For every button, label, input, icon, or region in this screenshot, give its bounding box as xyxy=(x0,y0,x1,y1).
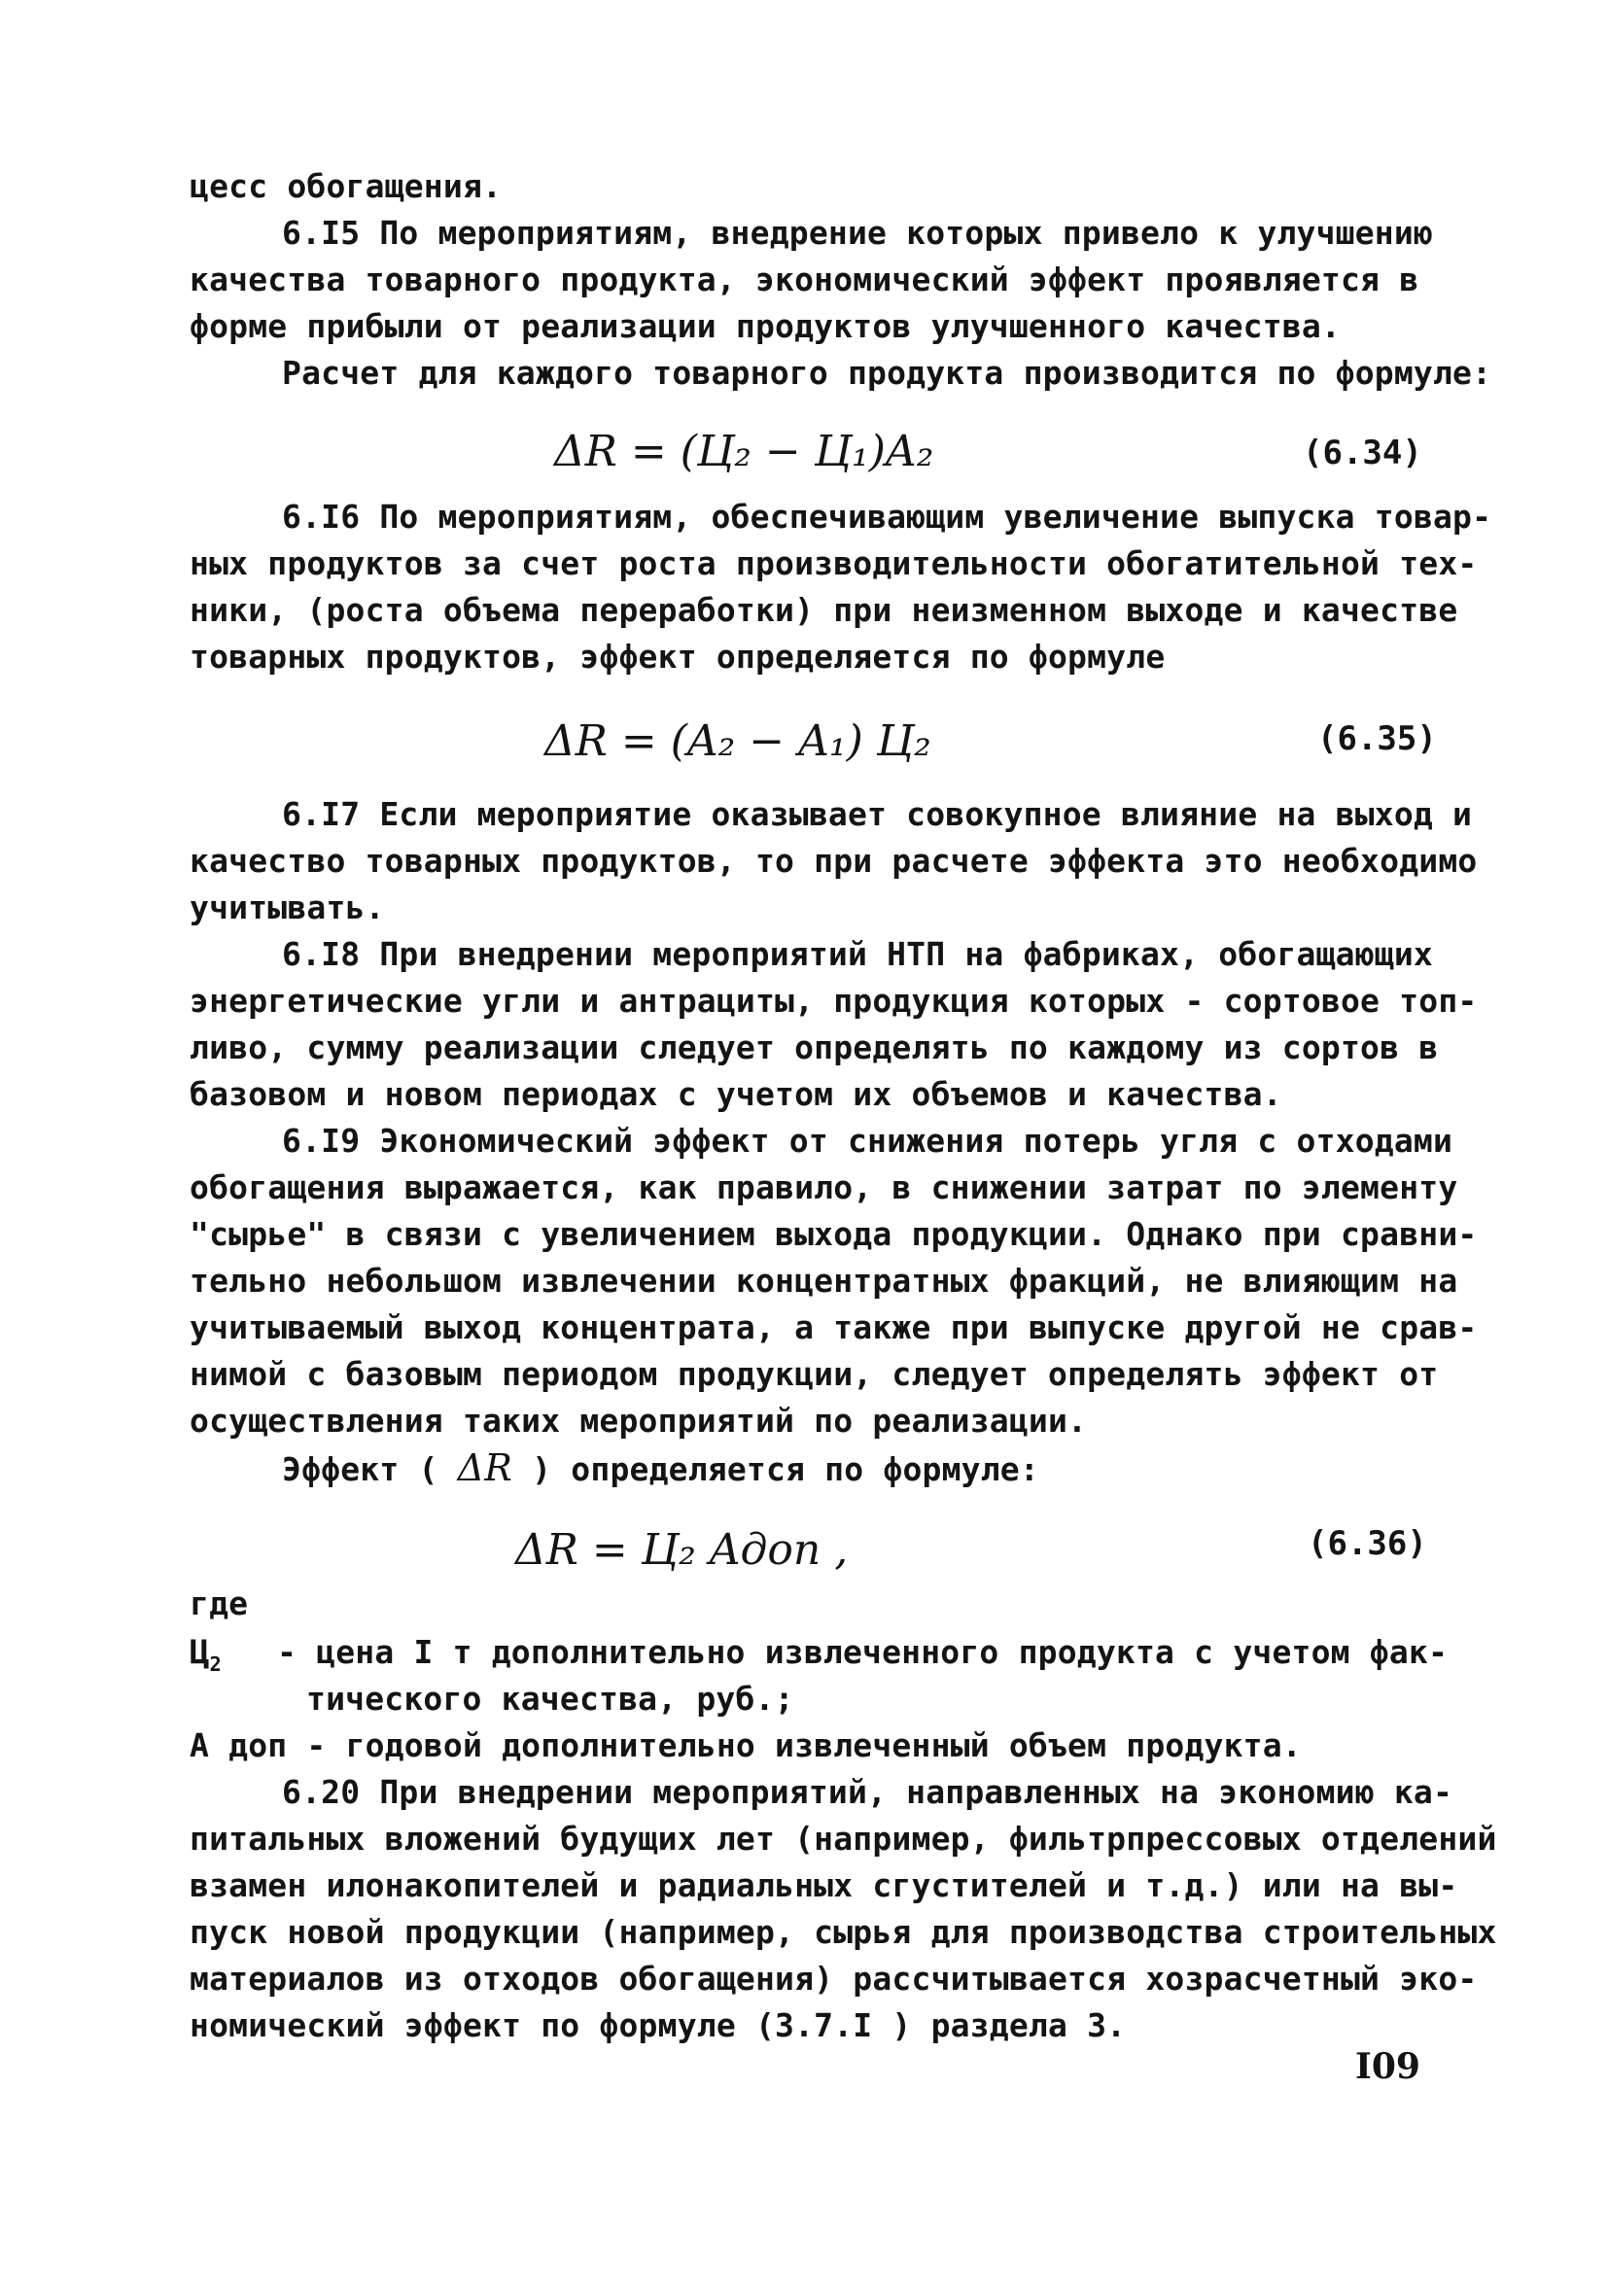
text-line: качество товарных продуктов, то при расчете эффекта это необходимо xyxy=(190,842,1478,880)
text-line: осуществления таких мероприятий по реализации. xyxy=(190,1402,1088,1440)
text-line: ных продуктов за счет роста производительности обогатительной тех- xyxy=(190,544,1478,582)
text-line: обогащения выражается, как правило, в снижении затрат по элементу xyxy=(190,1168,1458,1206)
paragraph-6-19: 6.I9 Экономический эффект от снижения потерь угля с отходами xyxy=(282,1122,1453,1160)
definition-adop: А доп - годовой дополнительно извлеченный объем продукта. xyxy=(190,1726,1302,1764)
symbol-c2 xyxy=(190,1633,222,1684)
text-line: форме прибыли от реализации продуктов улучшенного качества. xyxy=(190,307,1341,345)
text-line: учитывать. xyxy=(190,888,385,926)
text-line: учитываемый выход концентрата, а также при выпуске другой не срав- xyxy=(190,1308,1478,1346)
text-line: питальных вложений будущих лет (например, фильтрпрессовых отделений xyxy=(190,1820,1497,1858)
text-line: материалов из отходов обогащения) рассчитывается хозрасчетный эко- xyxy=(190,1960,1478,1998)
paragraph-6-20: 6.20 При внедрении мероприятий, направленных на экономию ка- xyxy=(282,1773,1453,1811)
paragraph-6-16: 6.I6 По мероприятиям, обеспечивающим увеличение выпуска товар- xyxy=(282,498,1492,536)
text-line: тического качества, руб.; xyxy=(306,1680,794,1718)
text-line: Расчет для каждого товарного продукта производится по формуле: xyxy=(282,354,1492,392)
definition-c2: - цена I т дополнительно извлеченного продукта с учетом фак- xyxy=(277,1633,1449,1671)
text-line: товарных продуктов, эффект определяется по формуле xyxy=(190,638,1166,676)
text-line: взамен илонакопителей и радиальных сгустителей и т.д.) или на вы- xyxy=(190,1866,1458,1904)
text-line: тельно небольшом извлечении концентратных фракций, не влияющим на xyxy=(190,1262,1458,1300)
text-line: ники, (роста объема переработки) при неизменном выходе и качестве xyxy=(190,591,1458,629)
text-line: ливо, сумму реализации следует определять по каждому из сортов в xyxy=(190,1028,1439,1066)
text-line: цесс обогащения. xyxy=(190,167,503,205)
text-line: пуск новой продукции (например, сырья для производства строительных xyxy=(190,1913,1497,1951)
formula-number-6-34: (6.34) xyxy=(1303,434,1422,472)
effect-label-tail: ) определяется по формуле: xyxy=(532,1450,1039,1488)
formula-6-34: ΔR = (Ц₂ − Ц₁)A₂ xyxy=(554,427,934,476)
formula-number-6-35: (6.35) xyxy=(1317,719,1437,758)
text-line: "сырье" в связи с увеличением выхода продукции. Однако при сравни- xyxy=(190,1215,1478,1253)
text-line: качества товарного продукта, экономический эффект проявляется в xyxy=(190,261,1419,298)
paragraph-6-18: 6.I8 При внедрении мероприятий НТП на фабриках, обогащающих xyxy=(282,935,1433,973)
where-label: где xyxy=(190,1584,249,1622)
text-line: нимой с базовым периодом продукции, следует определять эффект от xyxy=(190,1355,1439,1393)
text-line: базовом и новом периодах с учетом их объемов и качества. xyxy=(190,1075,1282,1113)
symbol-c2-letter: Ц xyxy=(190,1633,210,1672)
effect-label: Эффект ( xyxy=(282,1450,438,1488)
inline-formula-delta-r: ΔR xyxy=(457,1446,513,1489)
formula-number-6-36: (6.36) xyxy=(1308,1524,1427,1563)
paragraph-6-15: 6.I5 По мероприятиям, внедрение которых привело к улучшению xyxy=(282,214,1433,252)
symbol-c2-subscript: 2 xyxy=(209,1652,222,1676)
text-line: энергетические угли и антрациты, продукция которых - сортовое топ- xyxy=(190,982,1478,1020)
page-number: I09 xyxy=(1355,2046,1420,2087)
text-line: номический эффект по формуле (3.7.I ) раздела 3. xyxy=(190,2006,1127,2044)
formula-6-35: ΔR = (A₂ − A₁) Ц₂ xyxy=(544,716,931,766)
formula-6-36: ΔR = Ц₂ Aдоп , xyxy=(515,1525,849,1575)
paragraph-6-17: 6.I7 Если мероприятие оказывает совокупное влияние на выход и xyxy=(282,795,1473,833)
effect-intro xyxy=(282,1448,1039,1489)
